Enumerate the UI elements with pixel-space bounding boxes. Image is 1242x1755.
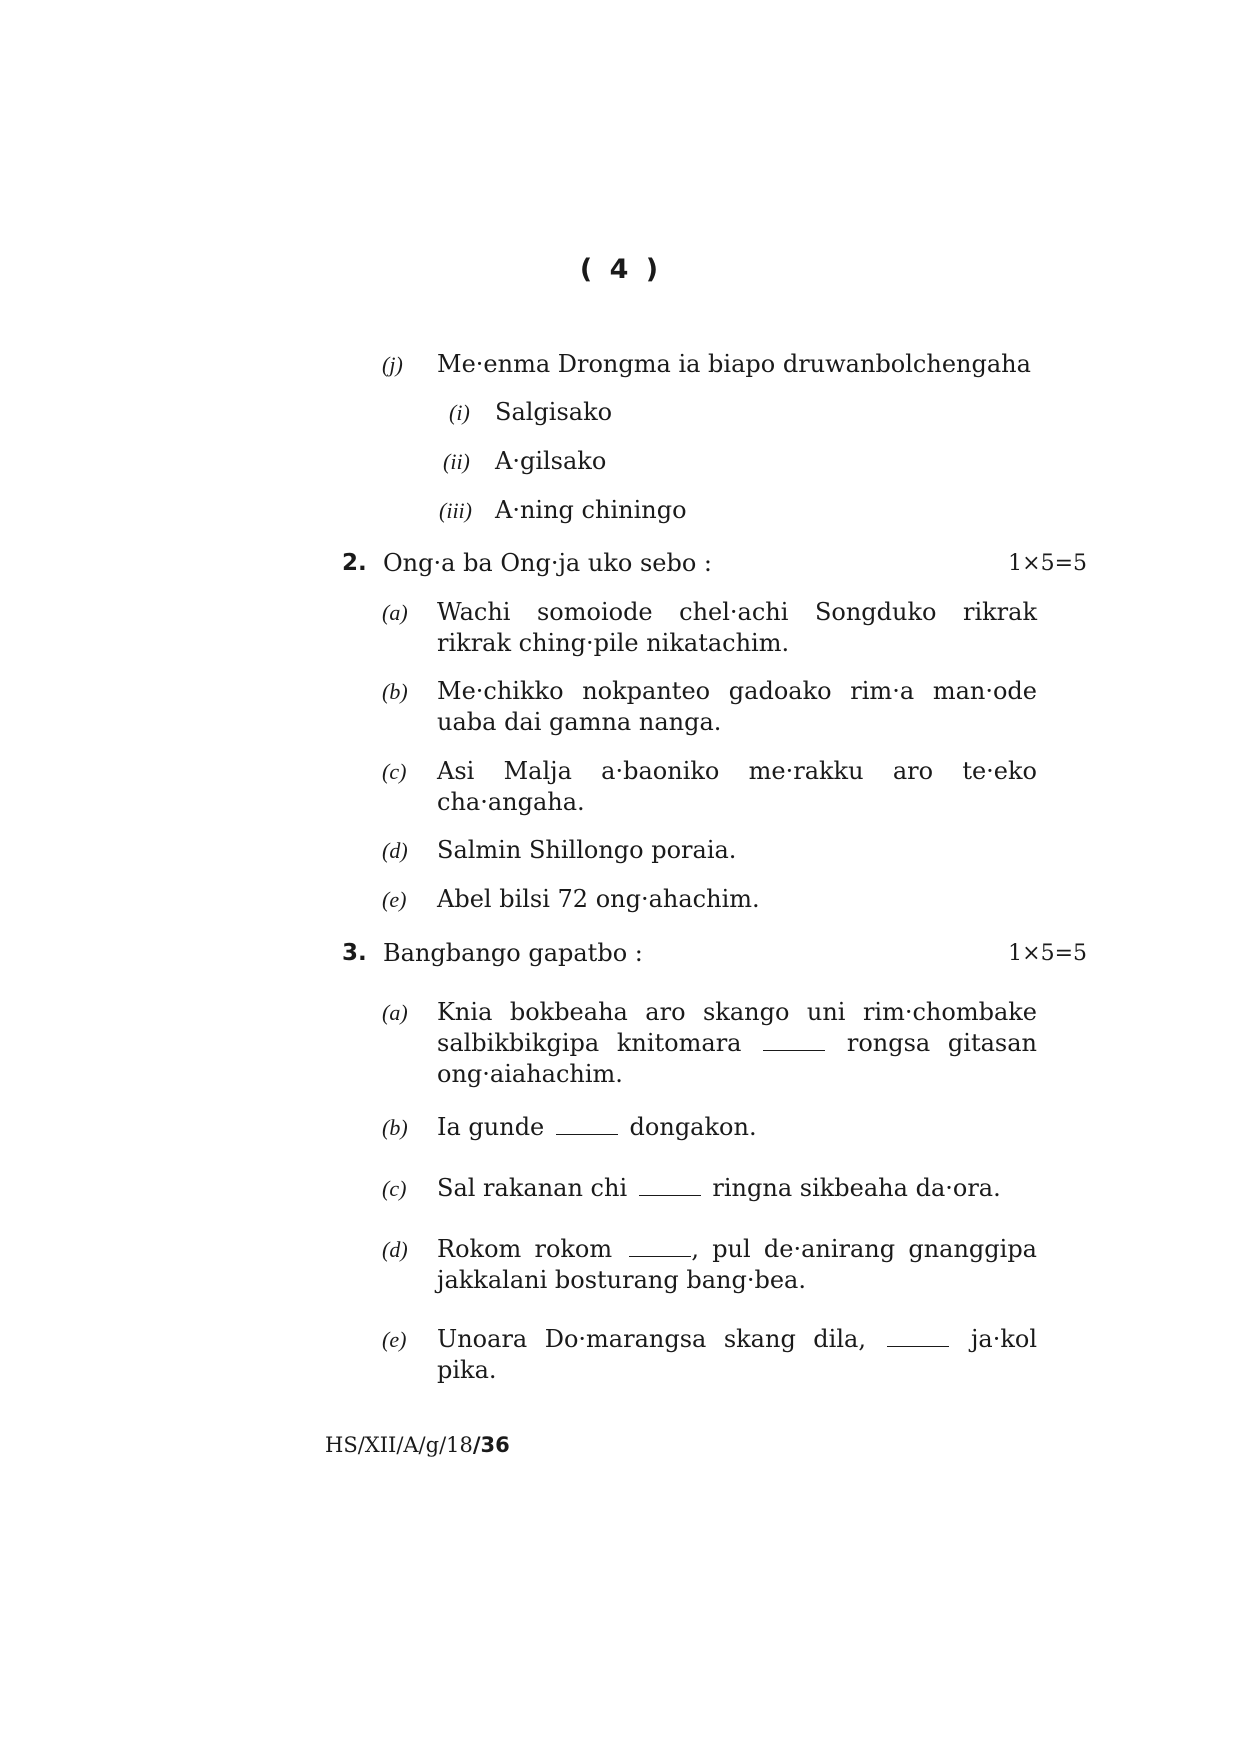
- paper-code-text: HS/XII/A/g/18: [325, 1433, 473, 1457]
- q2-item-label-e: (e): [382, 887, 407, 912]
- question-1j-text: Me·enma Drongma ia biapo druwanbolchengaha: [437, 350, 1031, 378]
- q3-item-text-d: [437, 1234, 1037, 1296]
- q2-item-label-d: (d): [382, 838, 408, 863]
- q3-item-c-after: ringna sikbeaha da·ora.: [712, 1174, 1001, 1202]
- fill-in-blank: [629, 1238, 691, 1257]
- paper-code: [325, 1431, 510, 1459]
- question-2-number: 2.: [342, 550, 367, 576]
- q3-item-label-e: (e): [382, 1327, 407, 1352]
- q2-item-label-a: (a): [382, 600, 408, 625]
- q3-item-a-before: Knia bokbeaha aro skango uni rim·chombake salbikbikgipa knitomara: [437, 998, 1037, 1057]
- q3-item-text-a: [437, 997, 1037, 1090]
- option-text-ii: A·gilsako: [495, 447, 607, 475]
- paper-code-suffix: /36: [472, 1433, 510, 1457]
- q2-item-text-d: Salmin Shillongo poraia.: [437, 836, 737, 864]
- q2-item-text-a: Wachi somoiode chel·achi Songduko rikrak rikrak ching·pile nikatachim.: [437, 598, 1037, 657]
- question-3-marks: 1×5=5: [1008, 941, 1087, 966]
- fill-in-blank: [639, 1177, 701, 1196]
- fill-in-blank: [763, 1032, 825, 1051]
- q3-item-label-b: (b): [382, 1115, 408, 1140]
- q2-item-label-c: (c): [382, 759, 407, 784]
- q3-item-a-after: rongsa gitasan ong·aiahachim.: [437, 1029, 1037, 1088]
- question-3-number: 3.: [342, 940, 367, 966]
- option-label-iii: (iii): [439, 498, 472, 523]
- question-2-marks: 1×5=5: [1008, 551, 1087, 576]
- q3-item-b-after: dongakon.: [629, 1113, 757, 1141]
- option-label-i: (i): [449, 400, 470, 425]
- q3-item-b-before: Ia gunde: [437, 1113, 545, 1141]
- q3-item-label-d: (d): [382, 1237, 408, 1262]
- q3-item-d-before: Rokom rokom: [437, 1235, 613, 1263]
- option-label-ii: (ii): [443, 449, 470, 474]
- q3-item-text-c: [437, 1173, 1001, 1204]
- q3-item-label-a: (a): [382, 1000, 408, 1025]
- question-3-instruction: Bangbango gapatbo :: [383, 939, 643, 967]
- q2-item-text-e: Abel bilsi 72 ong·ahachim.: [437, 885, 760, 913]
- q2-item-label-b: (b): [382, 679, 408, 704]
- q3-item-text-b: [437, 1112, 757, 1143]
- q3-item-text-e: [437, 1324, 1037, 1386]
- q2-item-text-c: Asi Malja a·baoniko me·rakku aro te·eko cha·angaha.: [437, 757, 1037, 816]
- item-label-j: (j): [382, 352, 403, 377]
- option-text-iii: A·ning chiningo: [495, 496, 687, 524]
- q2-item-text-b: Me·chikko nokpanteo gadoako rim·a man·ode uaba dai gamna nanga.: [437, 677, 1037, 736]
- option-text-i: Salgisako: [495, 398, 613, 426]
- q3-item-e-before: Unoara Do·marangsa skang dila,: [437, 1325, 866, 1353]
- q3-item-c-before: Sal rakanan chi: [437, 1174, 628, 1202]
- fill-in-blank: [556, 1116, 618, 1135]
- page-number: ( 4 ): [579, 254, 663, 285]
- q3-item-d-after: , pul de·anirang gnanggipa jakkalani bosturang bang·bea.: [437, 1235, 1037, 1294]
- q3-item-label-c: (c): [382, 1176, 407, 1201]
- fill-in-blank: [887, 1328, 949, 1347]
- question-2-instruction: Ong·a ba Ong·ja uko sebo :: [383, 549, 712, 577]
- q3-item-e-after: ja·kol pika.: [437, 1325, 1037, 1384]
